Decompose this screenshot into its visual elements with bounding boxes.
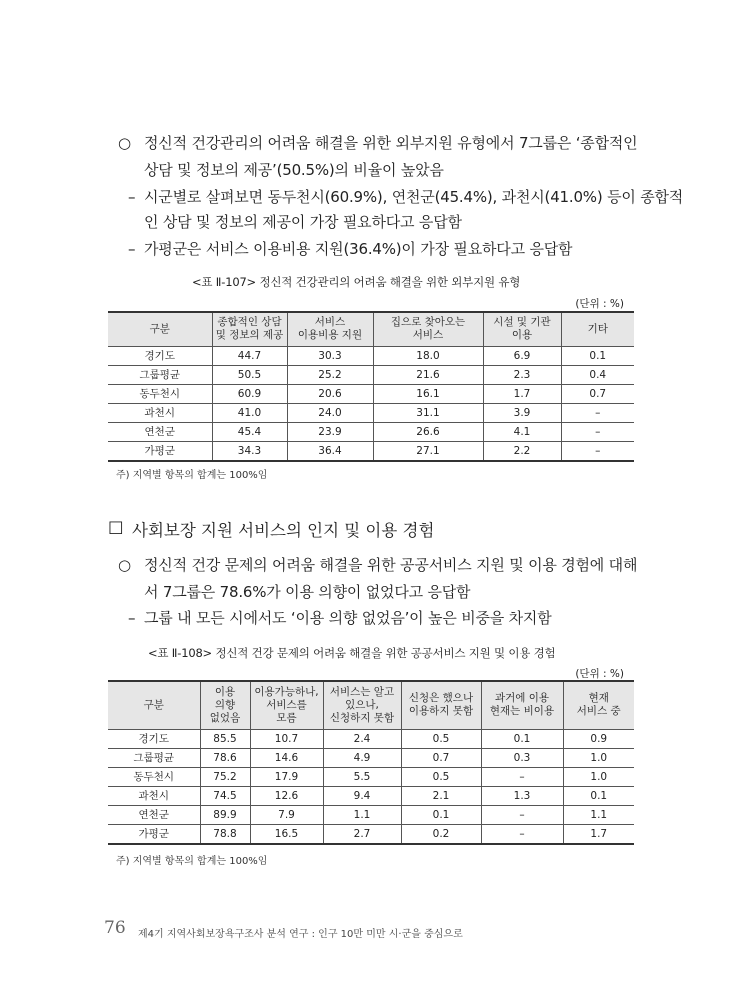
header-line: 이용 (511, 329, 533, 342)
row-label: 경기도 (108, 729, 200, 748)
table-cell: 14.6 (250, 748, 323, 767)
table-cell: 0.1 (563, 786, 634, 805)
header-line: 서비스를 (266, 698, 307, 711)
table-cell: 2.1 (401, 786, 481, 805)
table-row (108, 805, 634, 824)
table-cell: 0.7 (561, 384, 634, 403)
table-cell: 1.0 (563, 748, 634, 767)
table-cell: 36.4 (287, 441, 373, 461)
table-cell: 10.7 (250, 729, 323, 748)
table-cell: 2.4 (323, 729, 401, 748)
row-label: 과천시 (108, 403, 212, 422)
header-line: 종합적인 상담 (217, 316, 282, 329)
table-cell: 9.4 (323, 786, 401, 805)
table-cell: 0.1 (481, 729, 563, 748)
table-cell: 7.9 (250, 805, 323, 824)
page-number: 76 (104, 918, 126, 938)
column-header (108, 312, 212, 346)
table-cell: 2.7 (323, 824, 401, 844)
column-header (250, 681, 323, 729)
table-cell: 1.1 (563, 805, 634, 824)
table-caption: <표 Ⅱ-108> 정신적 건강 문제의 어려움 해결을 위한 공공서비스 지원 및 이용 경험 (148, 646, 556, 660)
table-cell: – (561, 403, 634, 422)
dash-marker: – (128, 188, 136, 206)
row-label: 과천시 (108, 786, 200, 805)
header-line: 집으로 찾아오는 (390, 316, 466, 329)
table-cell: 78.6 (200, 748, 250, 767)
bullet-marker: ○ (118, 556, 131, 574)
table-cell: 27.1 (373, 441, 483, 461)
table-cell: 0.3 (481, 748, 563, 767)
table-cell: 74.5 (200, 786, 250, 805)
table-cell: 30.3 (287, 346, 373, 365)
table-cell: 21.6 (373, 365, 483, 384)
table-cell: 60.9 (212, 384, 287, 403)
table-cell: 0.5 (401, 767, 481, 786)
header-line: 신청은 했으나 (408, 692, 474, 705)
table-note: 주) 지역별 항목의 합계는 100%임 (116, 856, 268, 867)
table-row (108, 422, 634, 441)
table-cell: 16.5 (250, 824, 323, 844)
paragraph-line: 정신적 건강관리의 어려움 해결을 위한 외부지원 유형에서 7그룹은 ‘종합적인 (144, 134, 638, 152)
column-header (108, 681, 200, 729)
row-label: 연천군 (108, 805, 200, 824)
header-line: 모름 (276, 711, 297, 724)
table-cell: 12.6 (250, 786, 323, 805)
table-cell: – (561, 422, 634, 441)
column-header (212, 312, 287, 346)
table-note: 주) 지역별 항목의 합계는 100%임 (116, 470, 268, 481)
bullet-marker: ○ (118, 134, 131, 152)
table-caption: <표 Ⅱ-107> 정신적 건강관리의 어려움 해결을 위한 외부지원 유형 (192, 275, 521, 289)
table-cell: 45.4 (212, 422, 287, 441)
table-cell: 26.6 (373, 422, 483, 441)
data-table-107 (108, 311, 634, 462)
table-cell: 24.0 (287, 403, 373, 422)
table-cell: 25.2 (287, 365, 373, 384)
table-row (108, 748, 634, 767)
row-label: 동두천시 (108, 767, 200, 786)
column-header (200, 681, 250, 729)
running-footer: 제4기 지역사회보장욕구조사 분석 연구 : 인구 10만 미만 시·군을 중심으로 (138, 929, 463, 940)
header-line: 기타 (587, 322, 608, 335)
table-cell: 6.9 (483, 346, 561, 365)
table-row (108, 365, 634, 384)
paragraph-line: 그룹 내 모든 시에서도 ‘이용 의향 없었음’이 높은 비중을 차지함 (144, 609, 552, 627)
header-line: 의향 (214, 698, 236, 711)
header-line: 현재는 비이용 (489, 705, 555, 718)
column-header (483, 312, 561, 346)
header-line: 없었음 (209, 711, 241, 724)
header-line: 이용비용 지원 (297, 329, 363, 342)
table-cell: 0.4 (561, 365, 634, 384)
table-cell: 0.1 (561, 346, 634, 365)
dash-marker: – (128, 609, 136, 627)
column-header (287, 312, 373, 346)
paragraph-line: 시군별로 살펴보면 동두천시(60.9%), 연천군(45.4%), 과천시(41.0%) 등이 종합적 (144, 188, 684, 206)
header-line: 시설 및 기관 (493, 316, 551, 329)
header-line: 서비스는 알고 (329, 685, 395, 698)
table-cell: 41.0 (212, 403, 287, 422)
table-row (108, 346, 634, 365)
header-line: 및 정보의 제공 (215, 329, 284, 342)
table-cell: 2.2 (483, 441, 561, 461)
column-header (401, 681, 481, 729)
table-cell: 0.2 (401, 824, 481, 844)
header-line: 서비스 중 (576, 705, 621, 718)
table-cell: 50.5 (212, 365, 287, 384)
dash-marker: – (128, 240, 136, 258)
unit-label: (단위 : %) (575, 668, 624, 680)
table-cell: 20.6 (287, 384, 373, 403)
table-row (108, 441, 634, 461)
table-cell: 44.7 (212, 346, 287, 365)
table-cell: 1.0 (563, 767, 634, 786)
table-cell: 3.9 (483, 403, 561, 422)
table-row (108, 729, 634, 748)
table-cell: 2.3 (483, 365, 561, 384)
table-cell: 1.7 (483, 384, 561, 403)
table-cell: 23.9 (287, 422, 373, 441)
table-cell: 0.1 (401, 805, 481, 824)
row-label: 가평군 (108, 441, 212, 461)
table-row (108, 786, 634, 805)
table-cell: 4.1 (483, 422, 561, 441)
header-line: 과거에 이용 (494, 692, 550, 705)
data-table-108 (108, 680, 634, 845)
table-cell: 0.7 (401, 748, 481, 767)
table-row (108, 384, 634, 403)
column-header (481, 681, 563, 729)
header-line: 서비스 (412, 329, 444, 342)
paragraph-line: 가평군은 서비스 이용비용 지원(36.4%)이 가장 필요하다고 응답함 (144, 240, 573, 258)
row-label: 가평군 (108, 824, 200, 844)
header-line: 신청하지 못함 (329, 711, 395, 724)
header-line: 서비스 (314, 316, 346, 329)
table-cell: – (561, 441, 634, 461)
paragraph-line: 서 7그룹은 78.6%가 이용 의향이 없었다고 응답함 (144, 583, 471, 601)
row-label: 연천군 (108, 422, 212, 441)
header-line: 있으나, (345, 698, 379, 711)
header-line: 현재 (588, 692, 609, 705)
column-header (563, 681, 634, 729)
column-header (323, 681, 401, 729)
header-line: 이용하지 못함 (408, 705, 474, 718)
table-row (108, 767, 634, 786)
table-cell: 4.9 (323, 748, 401, 767)
row-label: 경기도 (108, 346, 212, 365)
row-label: 그룹평균 (108, 748, 200, 767)
table-cell: – (481, 824, 563, 844)
column-header (561, 312, 634, 346)
row-label: 그룹평균 (108, 365, 212, 384)
unit-label: (단위 : %) (575, 298, 624, 310)
paragraph-line: 정신적 건강 문제의 어려움 해결을 위한 공공서비스 지원 및 이용 경험에 대해 (144, 556, 638, 574)
table-cell: 17.9 (250, 767, 323, 786)
table-cell: 31.1 (373, 403, 483, 422)
table-cell: 1.3 (481, 786, 563, 805)
section-title: 사회보장 지원 서비스의 인지 및 이용 경험 (132, 521, 435, 540)
row-label: 동두천시 (108, 384, 212, 403)
header-line: 이용가능하나, (254, 685, 319, 698)
header-line: 이용 (214, 685, 236, 698)
table-cell: 1.1 (323, 805, 401, 824)
column-header (373, 312, 483, 346)
table-cell: 0.5 (401, 729, 481, 748)
paragraph-line: 인 상담 및 정보의 제공이 가장 필요하다고 응답함 (144, 213, 462, 231)
table-row (108, 824, 634, 844)
header-line: 구분 (149, 322, 170, 335)
table-cell: 18.0 (373, 346, 483, 365)
paragraph-line: 상담 및 정보의 제공’(50.5%)의 비율이 높았음 (144, 161, 444, 179)
table-cell: 1.7 (563, 824, 634, 844)
section-marker: □ (108, 517, 124, 536)
table-cell: 75.2 (200, 767, 250, 786)
table-cell: 0.9 (563, 729, 634, 748)
table-cell: – (481, 767, 563, 786)
header-line: 구분 (143, 698, 164, 711)
table-cell: – (481, 805, 563, 824)
table-cell: 85.5 (200, 729, 250, 748)
table-cell: 34.3 (212, 441, 287, 461)
table-row (108, 403, 634, 422)
table-cell: 78.8 (200, 824, 250, 844)
table-cell: 16.1 (373, 384, 483, 403)
table-cell: 5.5 (323, 767, 401, 786)
table-cell: 89.9 (200, 805, 250, 824)
